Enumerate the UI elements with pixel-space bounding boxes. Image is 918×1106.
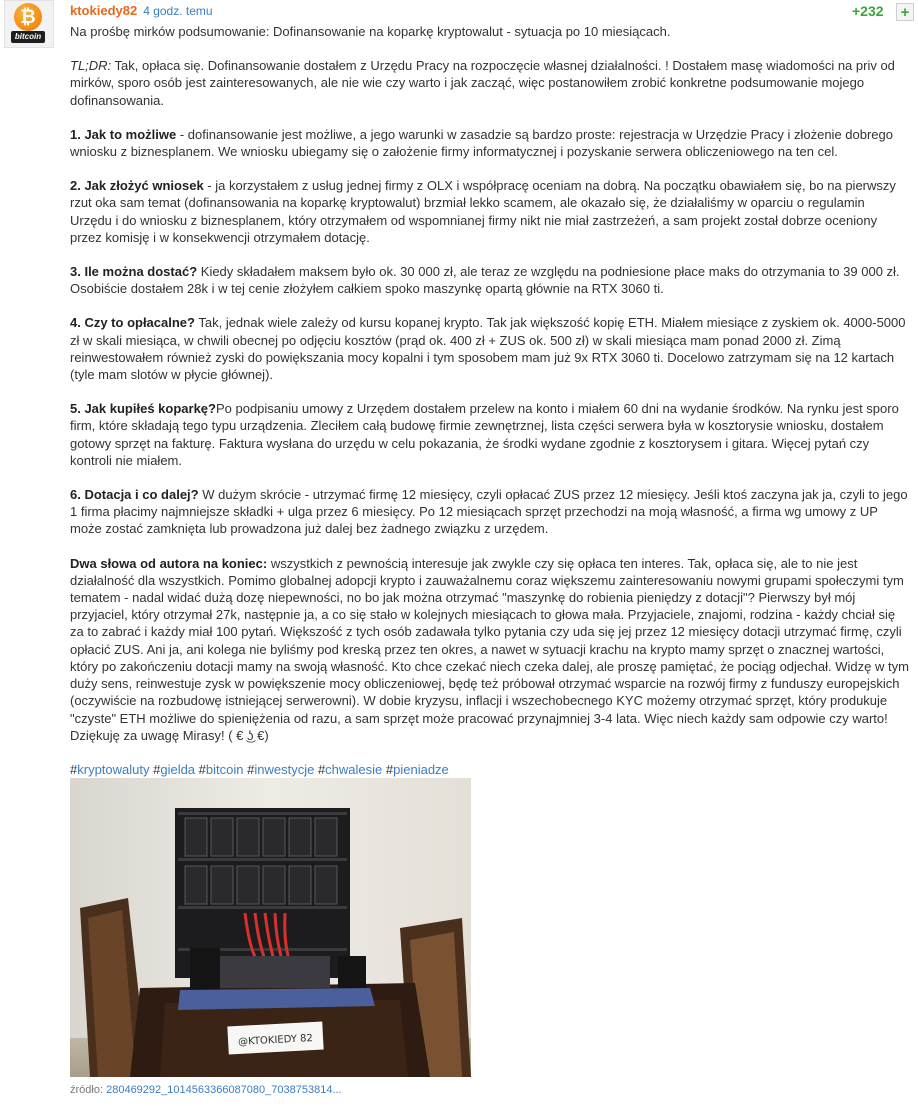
intro-paragraph: Na prośbę mirków podsumowanie: Dofinansowanie na koparkę kryptowalut - sytuacja po 10 miesiącach. bbox=[70, 24, 671, 39]
tag-link[interactable]: inwestycje bbox=[254, 761, 315, 777]
tag-link[interactable]: chwalesie bbox=[325, 761, 383, 777]
tag-link[interactable]: kryptowaluty bbox=[77, 761, 150, 777]
section-text: W dużym skrócie - utrzymać firmę 12 miesięcy, czyli opłacać ZUS przez 12 miesięcy. Jeśli ktoś zaczyna jak ja, czyli to jego 1 firma płacimy najmniejsze składki + ulga przez 6 miesięcy. Po 12 miesiącach sprzęt przechodzi na moją własność, a firma wg umowy z UP może zostać zamknięta lub prowadzona już dalej bez żadnego związku z urzędem. bbox=[70, 487, 908, 537]
entry-time[interactable]: 4 godz. temu bbox=[143, 4, 213, 18]
mining-rig-illustration bbox=[70, 778, 471, 1077]
tag-link[interactable]: bitcoin bbox=[205, 761, 244, 777]
section-heading: 2. Jak złożyć wniosek bbox=[70, 178, 204, 194]
closing-section bbox=[70, 555, 910, 744]
section-heading: Dwa słowa od autora na koniec: bbox=[70, 555, 268, 571]
tag-list: #kryptowaluty #gielda #bitcoin #inwestycje #chwalesie #pieniadze bbox=[70, 761, 449, 777]
upvote-button[interactable]: + bbox=[896, 3, 914, 21]
section-heading: 4. Czy to opłacalne? bbox=[70, 315, 195, 331]
section-text: - dofinansowanie jest możliwe, a jego warunki w zasadzie są bardzo proste: rejestracja w Urzędzie Pracy i złożenie dobrego wniosku z biznesplanem. We wniosku ubiegamy się o założenie firmy informatycznej i pozyskanie serwera obliczeniowego na ten cel. bbox=[70, 126, 893, 160]
section-4 bbox=[70, 314, 910, 383]
photo-note: @KTOKIEDY 82 bbox=[237, 1033, 314, 1048]
mining-rig-photo[interactable] bbox=[70, 778, 471, 1077]
section-text: Tak, jednak wiele zależy od kursu kopanej krypto. Tak jak większość kopię ETH. Miałem miesiące z zyskiem ok. 4000-5000 zł w skali miesiąca, w chwili obecnej po odjęciu kosztów (prąd ok. 400 zł + ZUS ok. 500 zł) w skali miesiąca mam ponad 2000 zł. Zimą reinwestowałem również zyski do powiększania mocy kopalni i tym sposobem mam już 9x RTX 3060 ti. Docelowo zatrzymam się na 12 kartach (tyle mam slotów w płycie głównej). bbox=[70, 315, 906, 383]
source-label: źródło: bbox=[70, 1084, 104, 1096]
tag-link[interactable]: pieniadze bbox=[393, 761, 449, 777]
section-text: wszystkich z pewnością interesuje jak zwykle czy się opłaca ten interes. Tak, opłaca się, ale to nie jest działalność dla wszystkich. Pomimo globalnej adopcji krypto i zauważalnemu coraz większemu zainteresowaniu nowymi grupami społeczymi tym tematem - nadal widać dużą dozę niepewności, no bo jak można otrzymać "maszynkę do robienia pieniędzy z dotacji"? Pierwszy był mój przyjaciel, który otrzymał 27k, następnie ja, a co się stało w kolejnych miesiącach to głowa mała. Przyjaciele, znajomi, rodzina - każdy chciał się za to zabrać i każdy miał 100 pytań. Większość z tych osób zadawała tylko pytania czy uda się jej przez 12 miesięcy dotacji utrzymać firmę, czyli opłacić ZUS. Ani ja, ani kolega nie byliśmy pod kreską przez ten okres, a nawet w sytuacji krachu na krypto mamy sprzęt o znacznej wartości, który po zakończeniu dotacji mamy na swoją własność. Kto chce czekać niech czeka dalej, ale proszę pamiętać, że pociąg odjechał. Widzę w tym duży sens, reinwestuje zysk w powiększenie mocy obliczeniowej, będę też próbował otrzymać wsparcie na rozwój firmy z funduszy europejskich (oczywiście na rozbudowę istniejącej serwerowni). W dobie kryzysu, inflacji i wszechobecnego KYC możemy otrzymać sprzęt, który produkuje "czyste" ETH możliwe do spieniężenia od razu, a sam sprzęt może pracować przynajmniej 3-4 lata. Więc niech każdy sam odpowie czy warto! Dziękuję za uwagę Mirasy! ( € ͜ʖ €) bbox=[70, 555, 909, 743]
bitcoin-icon: ₿ bbox=[14, 3, 42, 31]
section-5 bbox=[70, 400, 910, 469]
avatar[interactable] bbox=[4, 0, 54, 48]
vote-count: +232 bbox=[852, 3, 884, 19]
section-1 bbox=[70, 126, 910, 160]
tldr-paragraph bbox=[70, 57, 910, 109]
section-heading: 1. Jak to możliwe bbox=[70, 126, 177, 142]
tldr-text: Tak, opłaca się. Dofinansowanie dostałem z Urzędu Pracy na rozpoczęcie własnej działalności. ! Dostałem masę wiadomości na priv od mirków, sporo osób jest zainteresowanych, ale nie wie czy warto i jak zacząć, więc postanowiłem zrobić konkretne podsumowanie mojego dofinansowania. bbox=[70, 58, 895, 108]
entry-header bbox=[70, 3, 213, 21]
entry-body bbox=[70, 23, 910, 795]
section-heading: 6. Dotacja i co dalej? bbox=[70, 487, 199, 503]
section-3 bbox=[70, 263, 910, 297]
tldr-label: TL;DR: bbox=[70, 58, 112, 74]
section-text: - ja korzystałem z usług jednej firmy z OLX i współpracę oceniam na dobrą. Na początku obawiałem się, bo na pierwszy rzut oka sam temat (dofinansowania na koparkę kryptowalut) brzmiał lekko scamem, ale okazało się, że działaliśmy w oparciu o regulamin Urzędu i do wniosku z biznesplanem, który otrzymałem od wspomnianej firmy nikt nie miał zastrzeżeń, a sam projekt został dobrze oceniony przez komisję i w konsekwencji otrzymałem dotację. bbox=[70, 178, 896, 245]
section-text: Po podpisaniu umowy z Urzędem dostałem przelew na konto i miałem 60 dni na wydanie środków. Na rynku jest sporo firm, które składają tego typu urządzenia. Zleciłem całą budowę firmie zewnętrznej, lista części serwera była w kosztorysie wniosku, dostałem gotowy sprzęt na fakturę. Faktura wysłana do urzędu w celu pokazania, że środki wydane zgodnie z kosztorysem i gitara. Więcej pytań czy kontroli nie miałem. bbox=[70, 401, 899, 468]
tag-link[interactable]: gielda bbox=[160, 761, 196, 777]
section-6 bbox=[70, 486, 910, 538]
avatar-label: bitcoin bbox=[11, 31, 45, 43]
username-link[interactable]: ktokiedy82 bbox=[70, 3, 138, 18]
section-heading: 3. Ile można dostać? bbox=[70, 264, 198, 280]
section-2 bbox=[70, 177, 910, 246]
section-text: Kiedy składałem maksem było ok. 30 000 zł, ale teraz ze względu na podniesione płace maks do otrzymania to 39 000 zł. Osobiście dostałem 28k i w tej cenie złożyłem całkiem spoko maszynkę opartą głównie na RTX 3060 ti. bbox=[70, 264, 900, 297]
source-link[interactable]: 280469292_1014563366087080_7038753814... bbox=[106, 1084, 342, 1096]
section-heading: 5. Jak kupiłeś koparkę? bbox=[70, 401, 216, 417]
image-source bbox=[70, 1084, 342, 1096]
